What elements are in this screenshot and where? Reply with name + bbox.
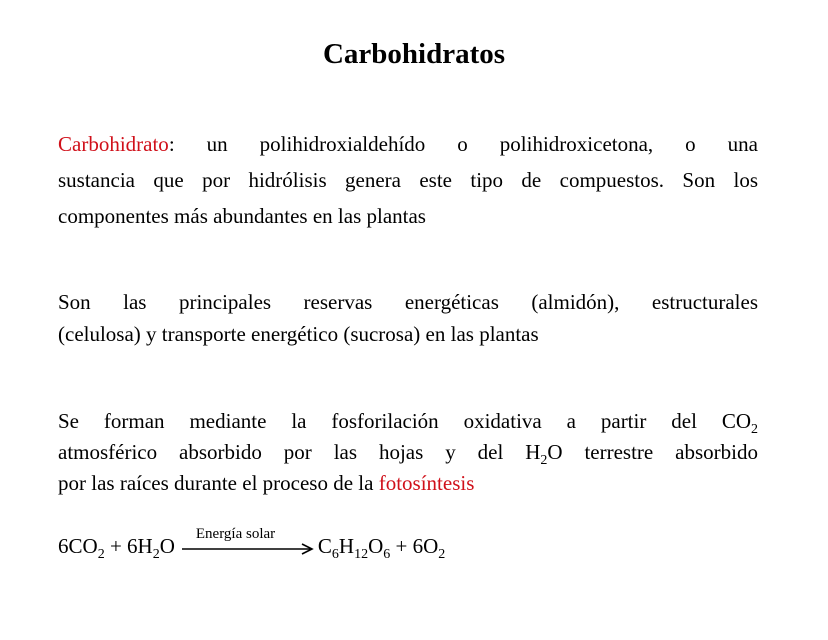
subscript: 2 xyxy=(152,547,160,562)
products xyxy=(318,530,445,562)
formation-line-1 xyxy=(58,406,758,437)
definition-line-1 xyxy=(58,126,758,162)
formation-line-2 xyxy=(58,437,758,468)
oxygen-text: O xyxy=(159,534,175,558)
oxygen-text: O xyxy=(368,534,384,558)
hydrogen-text: H xyxy=(338,534,355,558)
co2-text: 6CO xyxy=(58,534,98,558)
subscript: 6 xyxy=(331,547,339,562)
reactants xyxy=(58,530,175,562)
reserves-paragraph xyxy=(58,286,758,350)
subscript: 2 xyxy=(751,422,758,437)
subscript: 6 xyxy=(383,547,391,562)
plus-h2o-text: + 6H xyxy=(104,534,153,558)
reserves-line-2: (celulosa) y transporte energético (sucrosa) en las plantas xyxy=(58,322,539,346)
photosynthesis-term: fotosíntesis xyxy=(378,471,475,495)
definition-term: Carbohidrato xyxy=(58,132,169,156)
formation-line-2-pre: atmosférico absorbido por las hojas y del H xyxy=(58,440,541,464)
definition-line-2: sustancia que por hidrólisis genera este tipo de compuestos. Son los xyxy=(58,168,758,192)
reserves-line-1: Son las principales reservas energéticas (almidón), estructurales xyxy=(58,290,758,314)
reaction-arrow xyxy=(182,526,314,562)
formation-line-2-post: O terrestre absorbido xyxy=(547,440,758,464)
photosynthesis-equation xyxy=(58,526,446,562)
subscript: 2 xyxy=(438,547,446,562)
plus-o2-text: + 6O xyxy=(390,534,439,558)
definition-line-1-text: : un polihidroxialdehído o polihidroxicetona, o una xyxy=(168,132,758,156)
carbon-text: C xyxy=(317,534,332,558)
subscript: 12 xyxy=(354,547,369,562)
right-arrow-icon xyxy=(182,543,314,555)
subscript: 2 xyxy=(97,547,105,562)
subscript: 2 xyxy=(540,453,548,468)
formation-line-3 xyxy=(58,468,758,499)
slide-title: Carbohidratos xyxy=(322,38,506,70)
definition-paragraph xyxy=(58,126,758,234)
formation-line-1-text: Se forman mediante la fosforilación oxidativa a partir del CO xyxy=(58,409,751,433)
formation-paragraph xyxy=(58,406,758,499)
formation-line-3-pre: por las raíces durante el proceso de la xyxy=(58,471,379,495)
definition-line-3: componentes más abundantes en las plantas xyxy=(58,204,426,228)
arrow-label: Energía solar xyxy=(195,526,276,542)
